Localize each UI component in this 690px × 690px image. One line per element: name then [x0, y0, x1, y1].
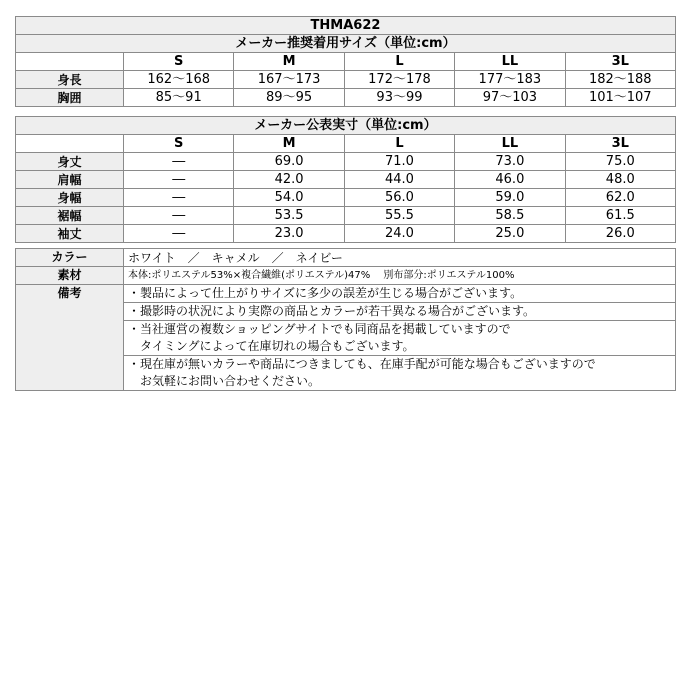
material-value: 本体:ポリエステル53%×複合繊維(ポリエステル)47% 別布部分:ポリエステル100% — [124, 267, 676, 285]
cell-value: 85～91 — [124, 89, 234, 107]
notes-cell — [124, 285, 676, 391]
cell-value: 55.5 — [344, 207, 454, 225]
cell-value: 59.0 — [455, 189, 565, 207]
size-header: L — [344, 53, 454, 71]
cell-value: ― — [124, 207, 234, 225]
cell-value: ― — [124, 171, 234, 189]
recommended-size-title: メーカー推奨着用サイズ（単位:cm） — [16, 35, 676, 53]
notes-label: 備考 — [16, 285, 124, 391]
cell-value: 97～103 — [455, 89, 565, 107]
cell-value: ― — [124, 153, 234, 171]
cell-value: 89～95 — [234, 89, 344, 107]
note-line: ・製品によって仕上がりサイズに多少の誤差が生じる場合がございます。 — [124, 285, 675, 303]
cell-value: 101～107 — [565, 89, 675, 107]
note-line: タイミングによって在庫切れの場合もございます。 — [124, 338, 675, 356]
size-header: LL — [455, 135, 565, 153]
cell-value: 177～183 — [455, 71, 565, 89]
size-header: 3L — [565, 135, 675, 153]
cell-value: ― — [124, 225, 234, 243]
table-row — [16, 89, 676, 107]
cell-value: 71.0 — [344, 153, 454, 171]
note-line: お気軽にお問い合わせください。 — [128, 374, 321, 388]
cell-value: 56.0 — [344, 189, 454, 207]
size-header: 3L — [565, 53, 675, 71]
empty-corner-cell — [16, 135, 124, 153]
empty-corner-cell — [16, 53, 124, 71]
table-row — [16, 71, 676, 89]
cell-value: 61.5 — [565, 207, 675, 225]
cell-value: 162～168 — [124, 71, 234, 89]
measurements-title: メーカー公表実寸（単位:cm） — [16, 117, 676, 135]
row-label: 袖丈 — [16, 225, 124, 243]
cell-value: 75.0 — [565, 153, 675, 171]
cell-value: 46.0 — [455, 171, 565, 189]
size-header: M — [234, 135, 344, 153]
cell-value: 69.0 — [234, 153, 344, 171]
product-info-table — [15, 248, 676, 391]
row-label: 裾幅 — [16, 207, 124, 225]
cell-value: 26.0 — [565, 225, 675, 243]
row-label: 肩幅 — [16, 171, 124, 189]
size-header: LL — [455, 53, 565, 71]
table-row — [16, 189, 676, 207]
note-line: ・当社運営の複数ショッピングサイトでも同商品を掲載していますので — [128, 322, 511, 336]
cell-value: 25.0 — [455, 225, 565, 243]
cell-value: 172～178 — [344, 71, 454, 89]
cell-value: 42.0 — [234, 171, 344, 189]
material-label: 素材 — [16, 267, 124, 285]
size-header: S — [124, 135, 234, 153]
cell-value: 44.0 — [344, 171, 454, 189]
recommended-size-table — [15, 16, 676, 107]
size-header: L — [344, 135, 454, 153]
table-row — [16, 153, 676, 171]
note-line: ・撮影時の状況により実際の商品とカラーが若干異なる場合がございます。 — [124, 303, 675, 321]
cell-value: 24.0 — [344, 225, 454, 243]
color-value: ホワイト ／ キャメル ／ ネイビー — [124, 249, 676, 267]
row-label: 胸囲 — [16, 89, 124, 107]
row-label: 身長 — [16, 71, 124, 89]
cell-value: 73.0 — [455, 153, 565, 171]
row-label: 身丈 — [16, 153, 124, 171]
color-label: カラー — [16, 249, 124, 267]
cell-value: 62.0 — [565, 189, 675, 207]
row-label: 身幅 — [16, 189, 124, 207]
measurements-table — [15, 116, 676, 243]
note-line: ・現在庫が無いカラーや商品につきましても、在庫手配が可能な場合もございますので — [128, 357, 596, 371]
table-row — [16, 171, 676, 189]
size-header: S — [124, 53, 234, 71]
cell-value: 182～188 — [565, 71, 675, 89]
cell-value: 53.5 — [234, 207, 344, 225]
cell-value: 48.0 — [565, 171, 675, 189]
product-code: THMA622 — [16, 17, 676, 35]
cell-value: 23.0 — [234, 225, 344, 243]
cell-value: 58.5 — [455, 207, 565, 225]
cell-value: 167～173 — [234, 71, 344, 89]
cell-value: 54.0 — [234, 189, 344, 207]
table-row — [16, 207, 676, 225]
size-header: M — [234, 53, 344, 71]
table-row — [16, 225, 676, 243]
cell-value: ― — [124, 189, 234, 207]
cell-value: 93～99 — [344, 89, 454, 107]
